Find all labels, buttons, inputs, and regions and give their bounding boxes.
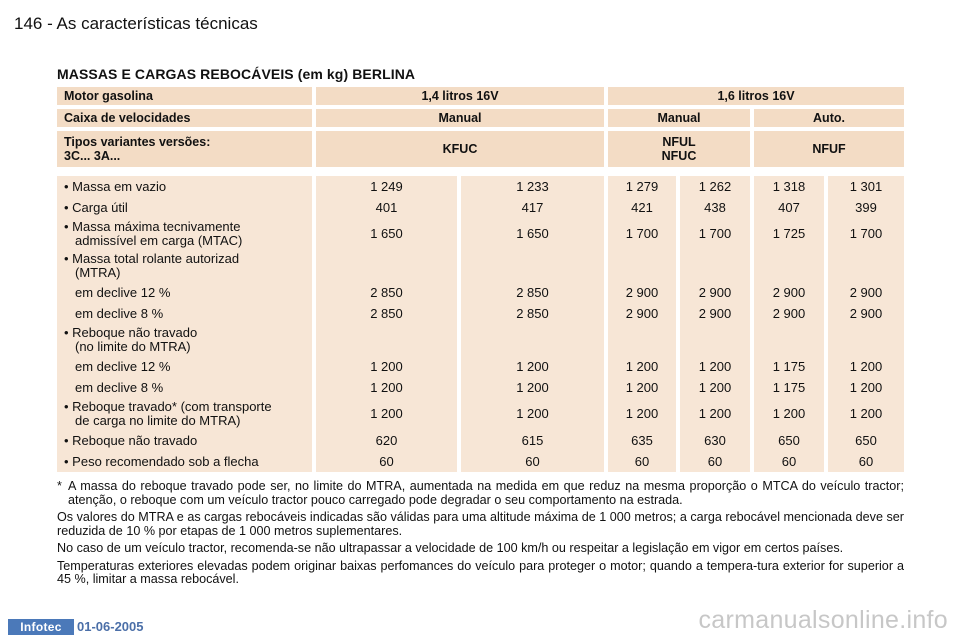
cell: 421 [608, 197, 680, 218]
cell: 1 200 [828, 356, 904, 377]
table-row [57, 430, 904, 451]
cell: 635 [608, 430, 680, 451]
row-label: • Massa em vazio [57, 176, 316, 197]
row-label-text: em declive 8 % [75, 305, 164, 321]
row-label-line2: (no limite do MTRA) [75, 339, 191, 354]
cell: 438 [680, 197, 754, 218]
table-row [57, 303, 904, 324]
watermark: carmanualsonline.info [698, 606, 948, 634]
cell: 2 900 [828, 303, 904, 324]
cell: 60 [754, 451, 828, 472]
cell: 1 262 [680, 176, 754, 197]
cell: 60 [316, 451, 461, 472]
cell: 417 [461, 197, 608, 218]
cell: 650 [828, 430, 904, 451]
cell: 1 200 [680, 398, 754, 430]
cell: 1 200 [316, 377, 461, 398]
variants-col-b-line1: NFUL [662, 135, 696, 149]
cell: 1 700 [608, 218, 680, 250]
table-row [57, 377, 904, 398]
table-row [57, 197, 904, 218]
cell: 2 850 [461, 282, 608, 303]
cell: 1 200 [316, 356, 461, 377]
cell: 1 650 [461, 218, 608, 250]
footnotes [57, 480, 904, 591]
row-label-line1: • Reboque não travado [64, 325, 198, 340]
engine-col-a: 1,4 litros 16V [316, 87, 608, 109]
gearbox-row [57, 109, 904, 131]
cell: 2 900 [608, 282, 680, 303]
cell: 1 200 [828, 398, 904, 430]
row-label-text: em declive 8 % [75, 379, 164, 395]
variants-row [57, 131, 904, 171]
row-label [57, 250, 316, 282]
row-label [57, 303, 316, 324]
row-label [57, 356, 316, 377]
cell: 1 249 [316, 176, 461, 197]
cell: 1 200 [828, 377, 904, 398]
cell: 401 [316, 197, 461, 218]
row-label [57, 218, 316, 250]
cell: 1 700 [680, 218, 754, 250]
cell: 1 725 [754, 218, 828, 250]
cell: 650 [754, 430, 828, 451]
cell: 1 200 [461, 398, 608, 430]
engine-row [57, 87, 904, 109]
cell: 1 200 [608, 356, 680, 377]
row-label [57, 377, 316, 398]
cell: 2 850 [316, 282, 461, 303]
cell: 2 900 [754, 303, 828, 324]
cell: 1 700 [828, 218, 904, 250]
footnote-star-text: A massa do reboque travado pode ser, no limite do MTRA, aumentada na medida em que reduz na mesma proporção o MTCA do veículo tractor; atenção, o reboque com um veículo tractor pouco carregado pode degradar o seu comportamento na estrada. [68, 479, 904, 507]
cell: 1 200 [461, 356, 608, 377]
table-row [57, 282, 904, 303]
cell: 1 200 [608, 398, 680, 430]
cell: 2 900 [754, 282, 828, 303]
cell: 60 [680, 451, 754, 472]
cell: 399 [828, 197, 904, 218]
cell: 1 301 [828, 176, 904, 197]
cell: 407 [754, 197, 828, 218]
row-label: • Reboque não travado [57, 430, 316, 451]
variants-col-a: KFUC [316, 131, 608, 171]
row-label: • Carga útil [57, 197, 316, 218]
gearbox-col-a: Manual [316, 109, 608, 131]
cell: 620 [316, 430, 461, 451]
spec-table [57, 87, 904, 472]
row-label [57, 398, 316, 430]
cell: 1 175 [754, 356, 828, 377]
cell: 1 200 [680, 356, 754, 377]
cell: 2 850 [316, 303, 461, 324]
row-label-text: em declive 12 % [75, 284, 171, 300]
cell: 1 175 [754, 377, 828, 398]
variants-label [57, 131, 316, 171]
table-row [57, 356, 904, 377]
cell: 1 200 [316, 398, 461, 430]
page-header: 146 - As características técnicas [14, 14, 258, 33]
infotec-logo: Infotec [8, 619, 74, 635]
cell: 60 [828, 451, 904, 472]
footnote-paragraph: Temperaturas exteriores elevadas podem originar baixas perfomances do veículo para proteger o motor; quando a tempera-tura exterior for superior a 45 %, limitar a massa rebocável. [57, 558, 904, 586]
cell: 60 [461, 451, 608, 472]
row-label-line1: • Reboque travado* (com transporte [64, 399, 272, 414]
row-label [57, 282, 316, 303]
cell: 2 900 [828, 282, 904, 303]
row-label [57, 324, 316, 356]
cell: 60 [608, 451, 680, 472]
gearbox-col-b: Manual [608, 109, 754, 131]
table-row [57, 324, 904, 356]
cell: 1 279 [608, 176, 680, 197]
gearbox-label: Caixa de velocidades [57, 109, 316, 131]
table-row [57, 218, 904, 250]
engine-col-b: 1,6 litros 16V [608, 87, 904, 109]
footnote-star-mark: * [57, 479, 62, 493]
row-label-line2: (MTRA) [75, 265, 121, 280]
table-title: MASSAS E CARGAS REBOCÁVEIS (em kg) BERLINA [57, 66, 416, 82]
cell: 1 200 [754, 398, 828, 430]
variants-label-line1: Tipos variantes versões: [64, 135, 211, 149]
footnote-paragraph: Os valores do MTRA e as cargas rebocáveis indicadas são válidas para uma altitude máxima de 1 000 metros; a carga rebocável mencionada deve ser reduzida de 10 % por etapas de 1 000 metros suplementares. [57, 510, 904, 538]
row-label-line2: admissível em carga (MTAC) [75, 233, 243, 248]
cell: 2 900 [608, 303, 680, 324]
cell: 615 [461, 430, 608, 451]
footnote-star [57, 480, 904, 507]
table-row [57, 398, 904, 430]
row-label: • Peso recomendado sob a flecha [57, 451, 316, 472]
table-row [57, 250, 904, 282]
table-row [57, 451, 904, 472]
variants-col-c: NFUF [754, 131, 904, 171]
cell: 1 318 [754, 176, 828, 197]
gearbox-col-c: Auto. [754, 109, 904, 131]
cell: 630 [680, 430, 754, 451]
cell: 2 900 [680, 282, 754, 303]
cell: 1 233 [461, 176, 608, 197]
footer-date: 01-06-2005 [77, 619, 144, 634]
table-row [57, 176, 904, 197]
variants-col-b [608, 131, 754, 171]
row-label-line2: de carga no limite do MTRA) [75, 413, 241, 428]
variants-label-line2: 3C... 3A... [64, 149, 121, 163]
cell: 1 200 [608, 377, 680, 398]
row-label-line1: • Massa total rolante autorizad [64, 251, 240, 266]
row-label-line1: • Massa máxima tecnivamente [64, 219, 241, 234]
engine-label: Motor gasolina [57, 87, 316, 109]
variants-col-b-line2: NFUC [661, 149, 697, 163]
cell: 2 850 [461, 303, 608, 324]
cell: 1 650 [316, 218, 461, 250]
cell: 2 900 [680, 303, 754, 324]
cell: 1 200 [680, 377, 754, 398]
cell: 1 200 [461, 377, 608, 398]
row-label-text: em declive 12 % [75, 358, 171, 374]
footnote-paragraph: No caso de um veículo tractor, recomenda-se não ultrapassar a velocidade de 100 km/h ou respeitar a legislação em vigor em certos países. [57, 541, 844, 555]
